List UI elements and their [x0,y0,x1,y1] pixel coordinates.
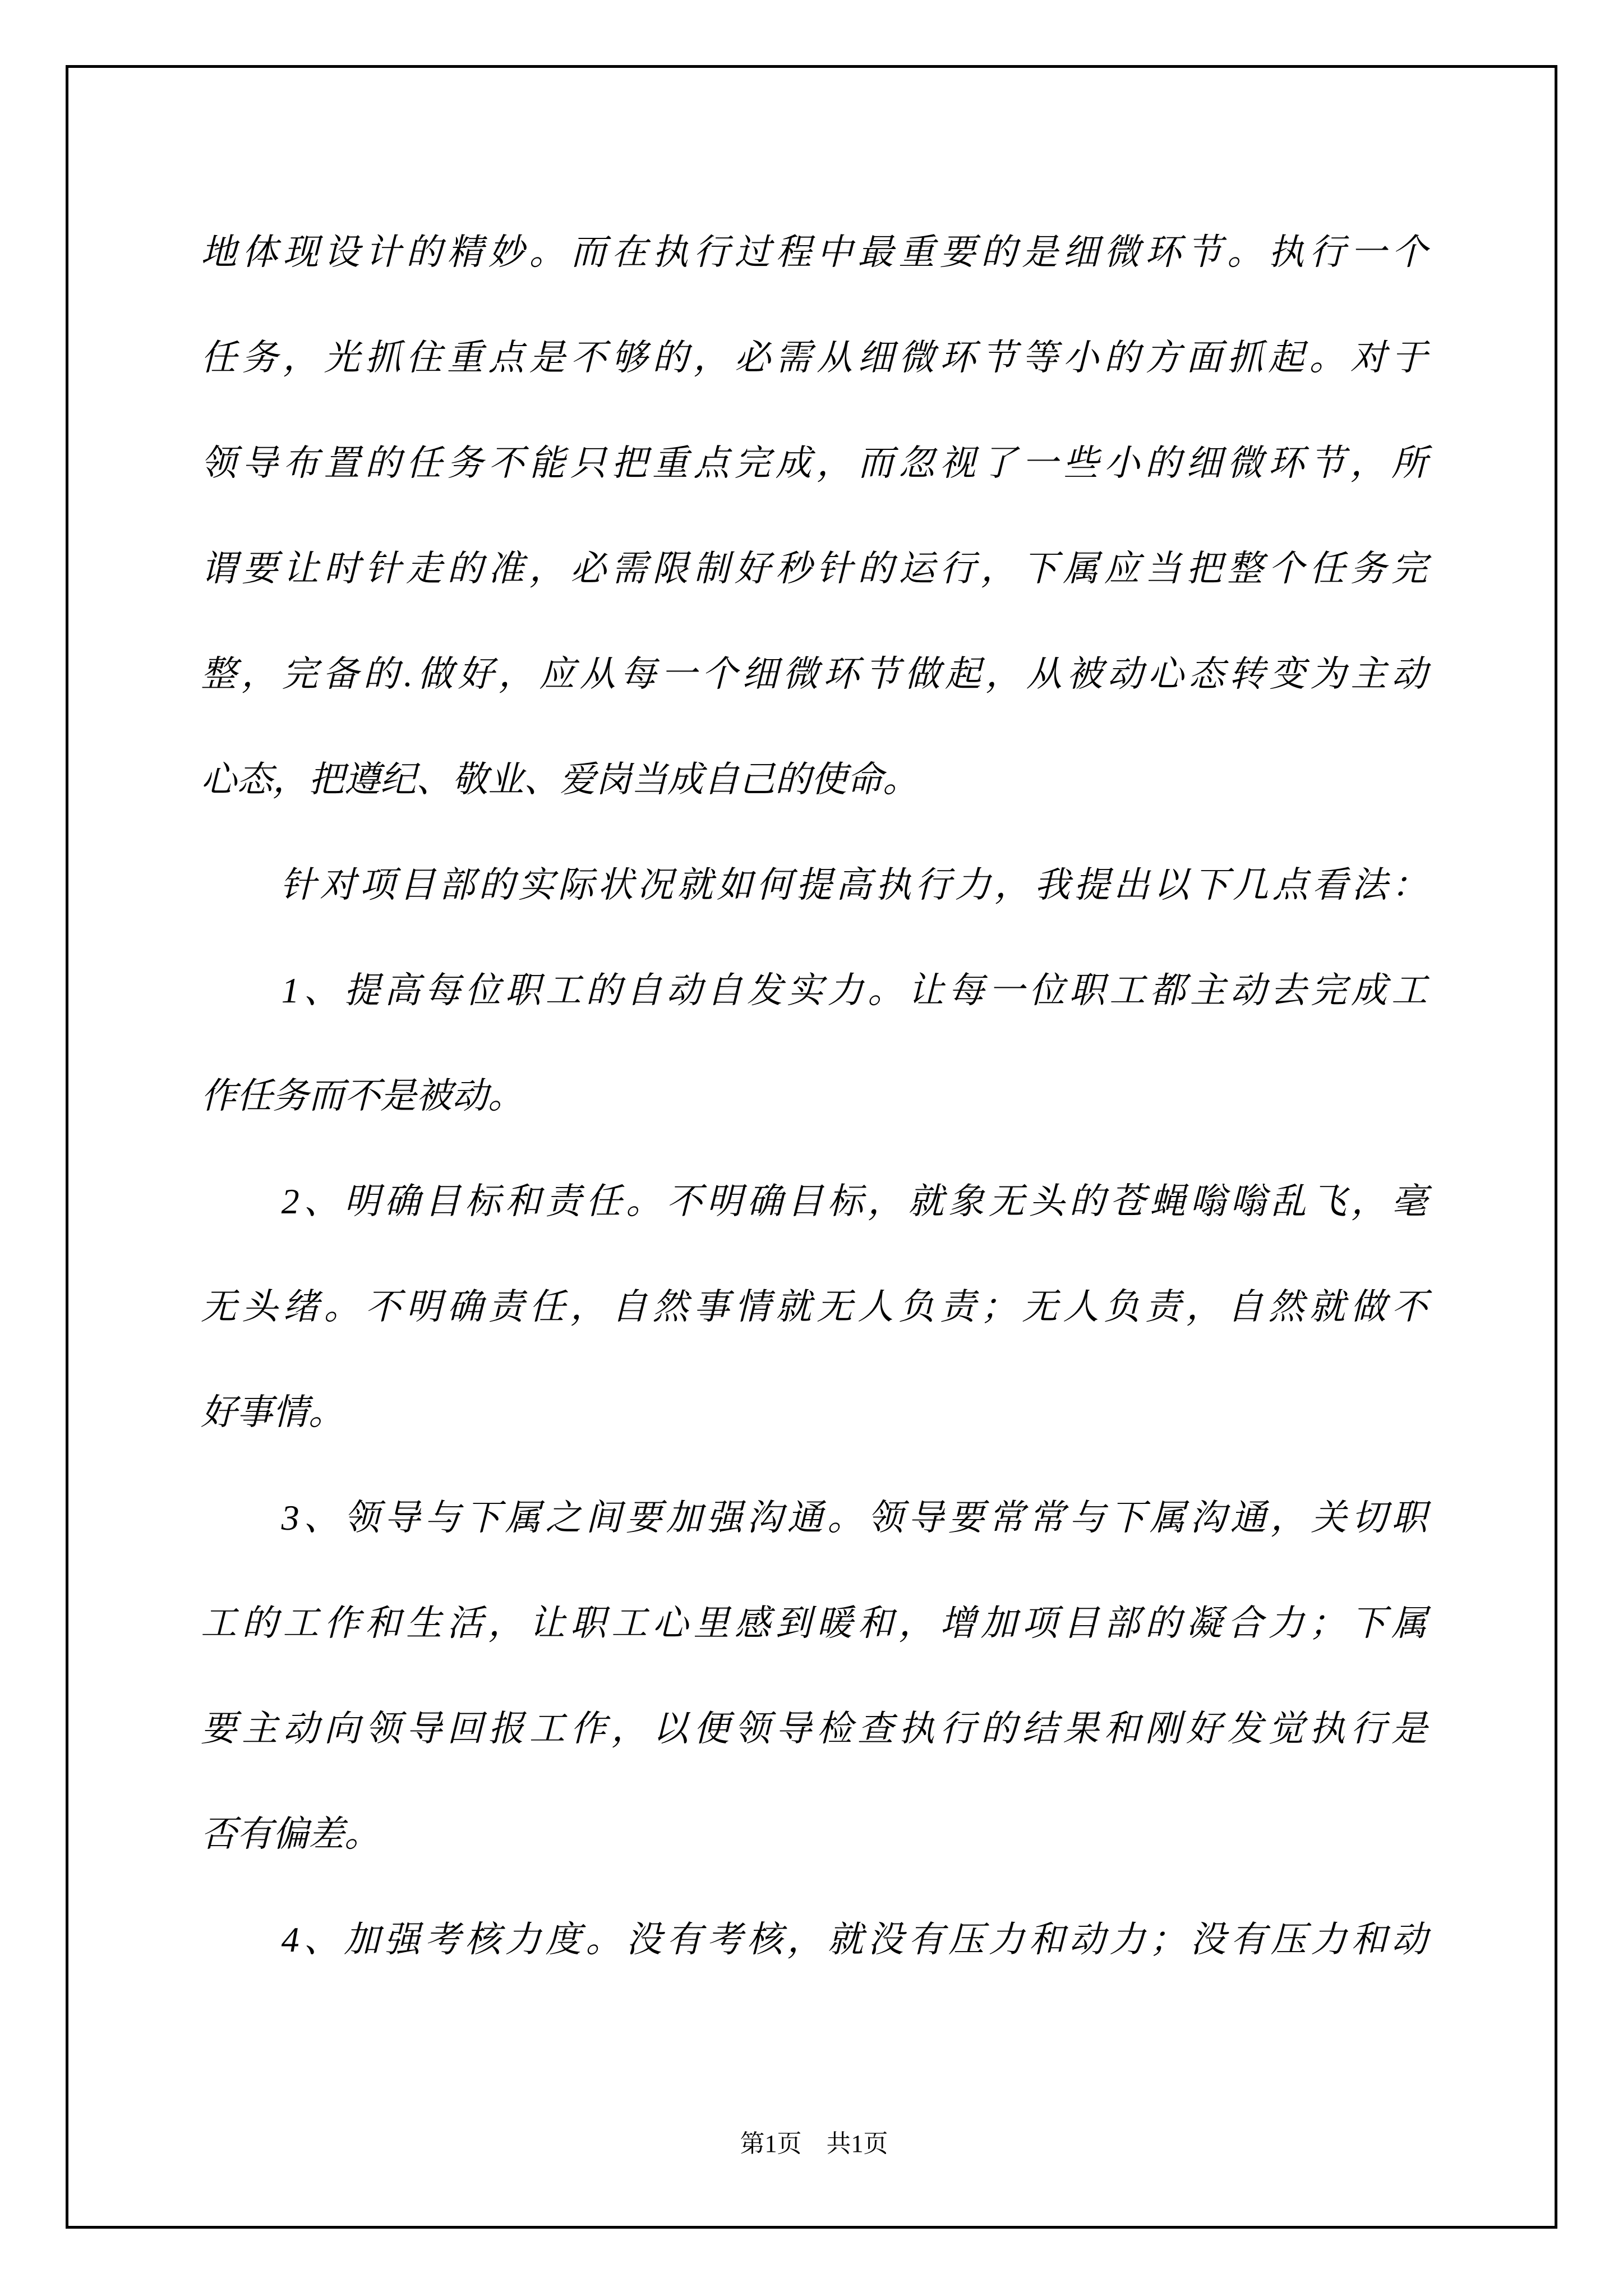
text-line: 针对项目部的实际状况就如何提高执行力，我提出以下几点看法： [201,865,1427,905]
text-line: 无头绪。不明确责任，自然事情就无人负责；无人负责，自然就做不 [201,1287,1427,1327]
text-line: 否有偏差。 [201,1814,380,1854]
page-number-text: 第1页 共1页 [740,2130,888,2157]
text-line: 3、领导与下属之间要加强沟通。领导要常常与下属沟通，关切职 [201,1498,1427,1538]
text-line: 地体现设计的精妙。而在执行过程中最重要的是细微环节。执行一个 [201,232,1427,272]
text-line: 领导布置的任务不能只把重点完成，而忽视了一些小的细微环节，所 [201,443,1427,483]
text-line: 谓要让时针走的准，必需限制好秒针的运行，下属应当把整个任务完 [201,549,1427,588]
text-line: 工的工作和生活，让职工心里感到暖和，增加项目部的凝合力；下属 [201,1603,1427,1643]
text-line: 整，完备的.做好，应从每一个细微环节做起，从被动心态转变为主动 [201,654,1427,694]
text-line: 4、加强考核力度。没有考核，就没有压力和动力；没有压力和动 [201,1920,1427,1959]
text-line: 要主动向领导回报工作，以便领导检查执行的结果和刚好发觉执行是 [201,1709,1427,1749]
text-line: 作任务而不是被动。 [201,1076,524,1116]
text-line: 心态，把遵纪、敬业、爱岗当成自己的使命。 [201,760,919,799]
page-footer [201,2127,1427,2161]
document-body [201,200,1427,1993]
text-line: 任务，光抓住重点是不够的，必需从细微环节等小的方面抓起。对于 [201,338,1427,378]
text-line: 好事情。 [201,1392,344,1432]
text-line: 1、提高每位职工的自动自发实力。让每一位职工都主动去完成工 [201,970,1427,1010]
text-line: 2、明确目标和责任。不明确目标，就象无头的苍蝇嗡嗡乱飞，毫 [201,1181,1427,1221]
